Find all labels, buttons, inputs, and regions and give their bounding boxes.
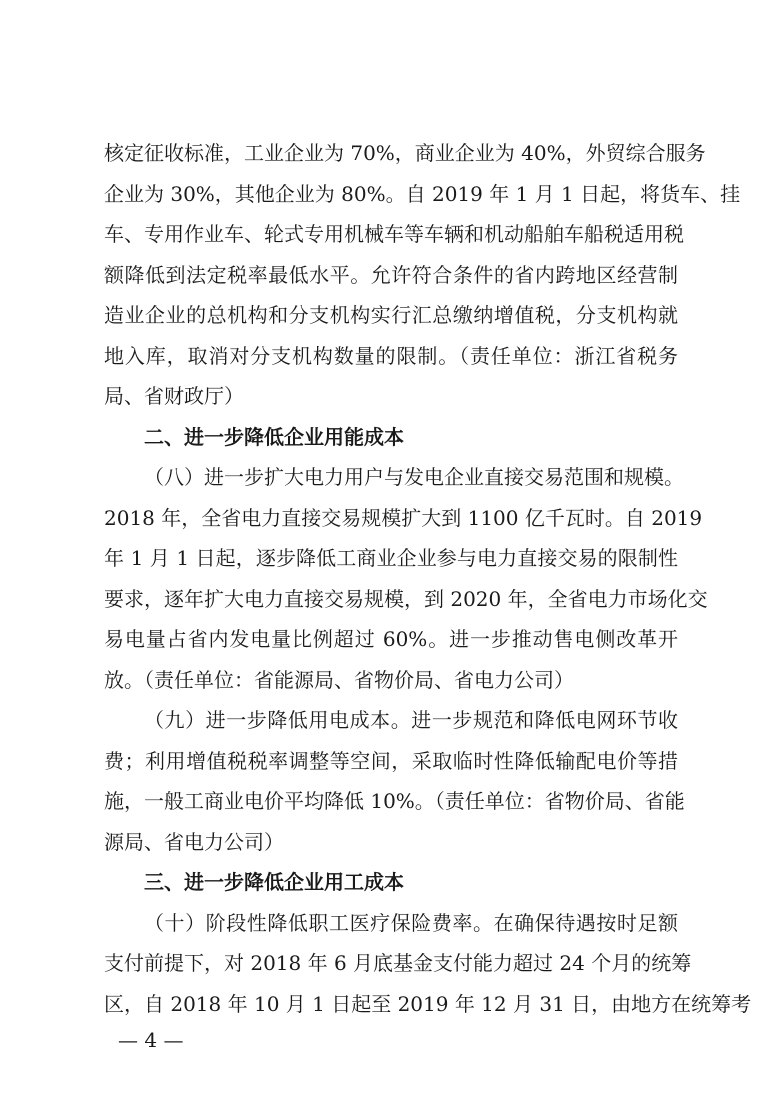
paragraph-line: 易电量占省内发电量比例超过 60%。进一步推动售电侧改革开 (104, 627, 678, 651)
paragraph-line: 年 1 月 1 日起，逐步降低工商业企业参与电力直接交易的限制性 (104, 546, 678, 570)
paragraph-line: 车、专用作业车、轮式专用机械车等车辆和机动船舶车船税适用税 (104, 222, 684, 246)
paragraph-line: 企业为 30%，其他企业为 80%。自 2019 年 1 月 1 日起，将货车、挂 (104, 182, 741, 206)
paragraph-line: 放。（责任单位：省能源局、省物价局、省电力公司） (104, 668, 574, 692)
paragraph-line: 施，一般工商业电价平均降低 10%。（责任单位：省物价局、省能 (104, 789, 685, 813)
paragraph-line: 费；利用增值税税率调整等空间，采取临时性降低输配电价等措 (104, 749, 678, 773)
page-number: — 4 — (118, 1028, 184, 1052)
paragraph-line: 额降低到法定税率最低水平。允许符合条件的省内跨地区经营制 (104, 263, 678, 287)
paragraph-line: 源局、省电力公司） (104, 830, 284, 854)
paragraph-line: 2018 年，全省电力直接交易规模扩大到 1100 亿千瓦时。自 2019 (104, 506, 703, 530)
paragraph-line: 要求，逐年扩大电力直接交易规模，到 2020 年，全省电力市场化交 (104, 587, 708, 611)
paragraph-line: （十）阶段性降低职工医疗保险费率。在确保待遇按时足额 (144, 911, 678, 935)
paragraph-line: 造业企业的总机构和分支机构实行汇总缴纳增值税，分支机构就 (104, 303, 678, 327)
paragraph-line: 区，自 2018 年 10 月 1 日起至 2019 年 12 月 31 日，由地方在统筹考 (104, 992, 752, 1016)
section-heading: 二、进一步降低企业用能成本 (144, 425, 404, 449)
paragraph-line: 核定征收标准，工业企业为 70%，商业企业为 40%，外贸综合服务 (104, 141, 706, 165)
paragraph-line: （九）进一步降低用电成本。进一步规范和降低电网环节收 (144, 708, 678, 732)
paragraph-line: 地入库，取消对分支机构数量的限制。（责任单位：浙江省税务 (104, 344, 678, 368)
paragraph-line: 局、省财政厅） (104, 384, 244, 408)
section-heading: 三、进一步降低企业用工成本 (144, 870, 404, 894)
paragraph-line: （八）进一步扩大电力用户与发电企业直接交易范围和规模。 (144, 465, 684, 489)
paragraph-line: 支付前提下，对 2018 年 6 月底基金支付能力超过 24 个月的统筹 (104, 951, 692, 975)
